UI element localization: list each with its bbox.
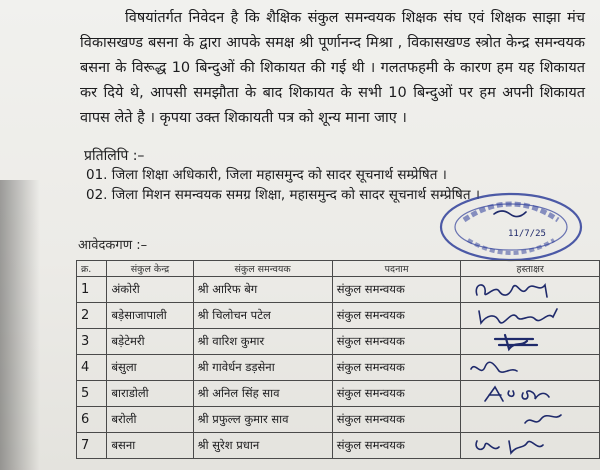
row-serial: 1: [77, 277, 107, 303]
letter-body: [80, 6, 585, 131]
copy-line-1: 01. जिला शिक्षा अधिकारी, जिला महासमुन्द को सादर सूचनार्थ सम्प्रेषित ।: [86, 167, 447, 183]
photo-edge-shadow: [0, 180, 40, 470]
row-serial: 5: [77, 381, 107, 407]
row-center: अंकोरी: [107, 277, 193, 303]
office-seal-stamp: [436, 190, 586, 265]
row-post: संकुल समन्वयक: [332, 355, 461, 381]
table-row: [77, 381, 600, 407]
row-post: संकुल समन्वयक: [332, 381, 461, 407]
row-serial: 2: [77, 303, 107, 329]
row-center: बंसुला: [107, 355, 193, 381]
row-serial: 7: [77, 433, 107, 459]
row-center: बाराडोली: [107, 381, 193, 407]
row-coordinator: श्री प्रफुल्ल कुमार साव: [193, 407, 332, 433]
handwritten-signature: [465, 409, 585, 431]
signature-cell: [461, 277, 600, 303]
handwritten-signature: [465, 331, 585, 353]
signature-cell: [461, 381, 600, 407]
signature-cell: [461, 303, 600, 329]
row-coordinator: श्री चिलोचन पटेल: [193, 303, 332, 329]
stamp-date: 11/7/25: [508, 229, 546, 239]
table-row: [77, 329, 600, 355]
row-coordinator: श्री अनिल सिंह साव: [193, 381, 332, 407]
table-row: [77, 407, 600, 433]
row-post: संकुल समन्वयक: [332, 303, 461, 329]
letter-paragraph: विषयांतर्गत निवेदन है कि शैक्षिक संकुल समन्वयक शिक्षक संघ एवं शिक्षक साझा मंच विकासखण्ड बसना के द्वारा आपके समक्ष श्री पूर्णानन्द मिश्रा , विकासखण्ड स्त्रोत केन्द्र समन्वयक बसना के विरूद्ध 10 बिन्दुओं की शिकायत की गई थी । गलतफहमी के कारण हम यह शिकायत कर दिये थे, आपसी समझौता के बाद शिकायत के सभी 10 बिन्दुओं पर हम अपनी शिकायत वापस लेते है । कृपया उक्त शिकायती पत्र को शून्य माना जाए ।: [80, 10, 585, 126]
header-post: पदनाम: [332, 261, 461, 277]
signature-cell: [461, 407, 600, 433]
handwritten-signature: [465, 279, 585, 301]
table-row: [77, 277, 600, 303]
table-header-row: [77, 261, 600, 277]
row-serial: 4: [77, 355, 107, 381]
header-serial: क्र.: [77, 261, 107, 277]
applicants-heading: आवेदकगण :–: [78, 238, 148, 253]
row-center: बड़ेसाजापाली: [107, 303, 193, 329]
row-serial: 6: [77, 407, 107, 433]
handwritten-signature: [465, 435, 585, 457]
header-center: संकुल केन्द्र: [107, 261, 193, 277]
row-post: संकुल समन्वयक: [332, 407, 461, 433]
signature-table: [76, 260, 600, 459]
header-coordinator: संकुल समन्वयक: [193, 261, 332, 277]
row-coordinator: श्री आरिफ बेग: [193, 277, 332, 303]
row-post: संकुल समन्वयक: [332, 433, 461, 459]
row-coordinator: श्री सुरेश प्रधान: [193, 433, 332, 459]
row-center: बरोली: [107, 407, 193, 433]
handwritten-signature: [465, 383, 585, 405]
row-center: बड़ेटेमरी: [107, 329, 193, 355]
header-signature: हस्ताक्षर: [461, 261, 600, 277]
table-row: [77, 433, 600, 459]
handwritten-signature: [465, 305, 585, 327]
row-serial: 3: [77, 329, 107, 355]
row-coordinator: श्री वारिश कुमार: [193, 329, 332, 355]
copy-heading: प्रतिलिपि :–: [84, 148, 145, 164]
row-post: संकुल समन्वयक: [332, 329, 461, 355]
table-row: [77, 355, 600, 381]
row-coordinator: श्री गावेर्धन डड़सेना: [193, 355, 332, 381]
signature-cell: [461, 433, 600, 459]
copy-line-2: 02. जिला मिशन समन्वयक समग्र शिक्षा, महासमुन्द को सादर सूचनार्थ सम्प्रेषित ।: [86, 187, 480, 203]
handwritten-signature: [465, 357, 585, 379]
signature-cell: [461, 329, 600, 355]
row-post: संकुल समन्वयक: [332, 277, 461, 303]
signature-cell: [461, 355, 600, 381]
row-center: बसना: [107, 433, 193, 459]
table-row: [77, 303, 600, 329]
